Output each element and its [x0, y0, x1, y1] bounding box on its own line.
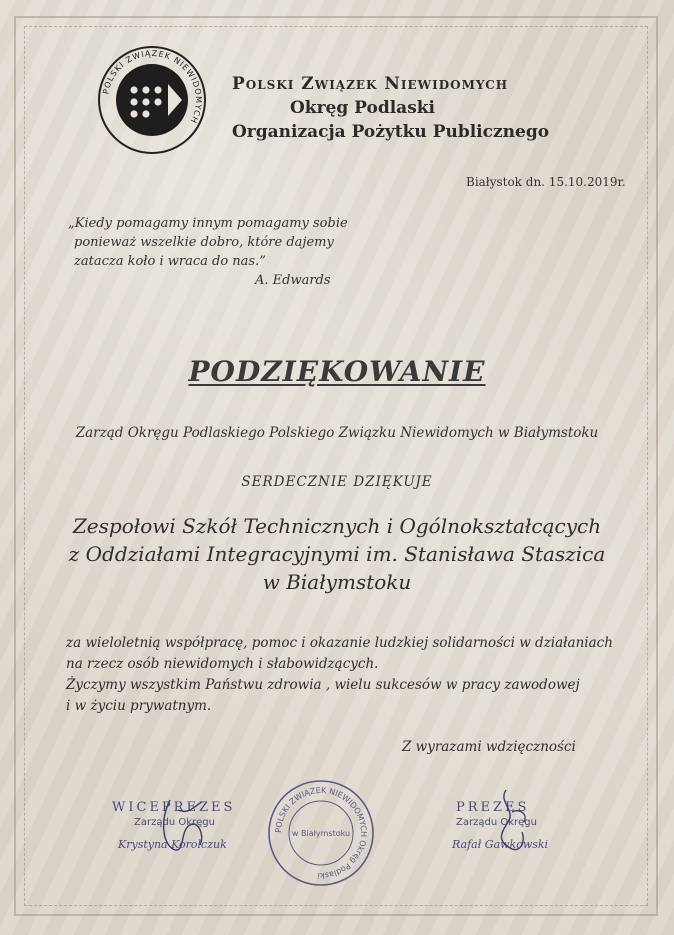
- round-stamp: [266, 778, 376, 888]
- issue-date: Białystok dn. 15.10.2019r.: [466, 175, 626, 189]
- closing-line: Z wyrazami wdzięczności: [402, 739, 576, 755]
- quote-line: zatacza koło i wraca do nas.”: [74, 254, 266, 269]
- org-type: Organizacja Pożytku Publicznego: [232, 122, 550, 142]
- org-name: Polski Związek Niewidomych: [232, 74, 509, 94]
- document-title: PODZIĘKOWANIE: [188, 355, 486, 388]
- recipient-line: Zespołowi Szkół Technicznych i Ogólnokształcących: [72, 514, 602, 538]
- signature-subtitle: Zarządu Okręgu: [134, 817, 215, 828]
- stamp-center-text: w Białymstoku: [291, 829, 351, 838]
- quote: [68, 214, 368, 271]
- logo-ring-text: POLSKI ZWIĄZEK NIEWIDOMYCH: [101, 48, 204, 126]
- body-line: na rzecz osób niewidomych i słabowidzących.: [66, 656, 379, 672]
- recipient-line: z Oddziałami Integracyjnymi im. Stanisława Staszica: [68, 542, 606, 566]
- signature-name: Krystyna Korolczuk: [118, 838, 227, 851]
- signature-title: PREZES: [456, 800, 530, 815]
- quote-author: A. Edwards: [255, 273, 331, 288]
- signature-title: WICEPREZES: [112, 800, 236, 815]
- issuing-board: Zarząd Okręgu Podlaskiego Polskiego Związku Niewidomych w Białymstoku: [75, 425, 599, 441]
- thanks-line: SERDECZNIE DZIĘKUJE: [241, 474, 433, 490]
- pzn-logo: [96, 44, 208, 156]
- org-district: Okręg Podlaski: [290, 98, 435, 118]
- quote-line: „Kiedy pomagamy innym pomagamy sobie: [68, 216, 348, 231]
- signature-name: Rafał Gawkowski: [452, 838, 549, 851]
- signature-subtitle: Zarządu Okręgu: [456, 817, 537, 828]
- quote-line: ponieważ wszelkie dobro, które dajemy: [74, 235, 334, 250]
- stamp-ring-text: POLSKI ZWIĄZEK NIEWIDOMYCH Okręg Podlaski: [273, 785, 369, 881]
- handwritten-signature-left: [150, 790, 220, 860]
- body-line: Życzymy wszystkim Państwu zdrowia , wielu sukcesów w pracy zawodowej: [66, 677, 580, 693]
- body-line: za wieloletnią współpracę, pomoc i okazanie ludzkiej solidarności w działaniach: [66, 635, 613, 651]
- recipient-line: w Białymstoku: [262, 570, 412, 594]
- body-line: i w życiu prywatnym.: [66, 698, 212, 714]
- handwritten-signature-right: [476, 782, 546, 862]
- body-text: [66, 633, 636, 717]
- ornamental-border-inner: [24, 26, 648, 906]
- recipient: [40, 512, 634, 596]
